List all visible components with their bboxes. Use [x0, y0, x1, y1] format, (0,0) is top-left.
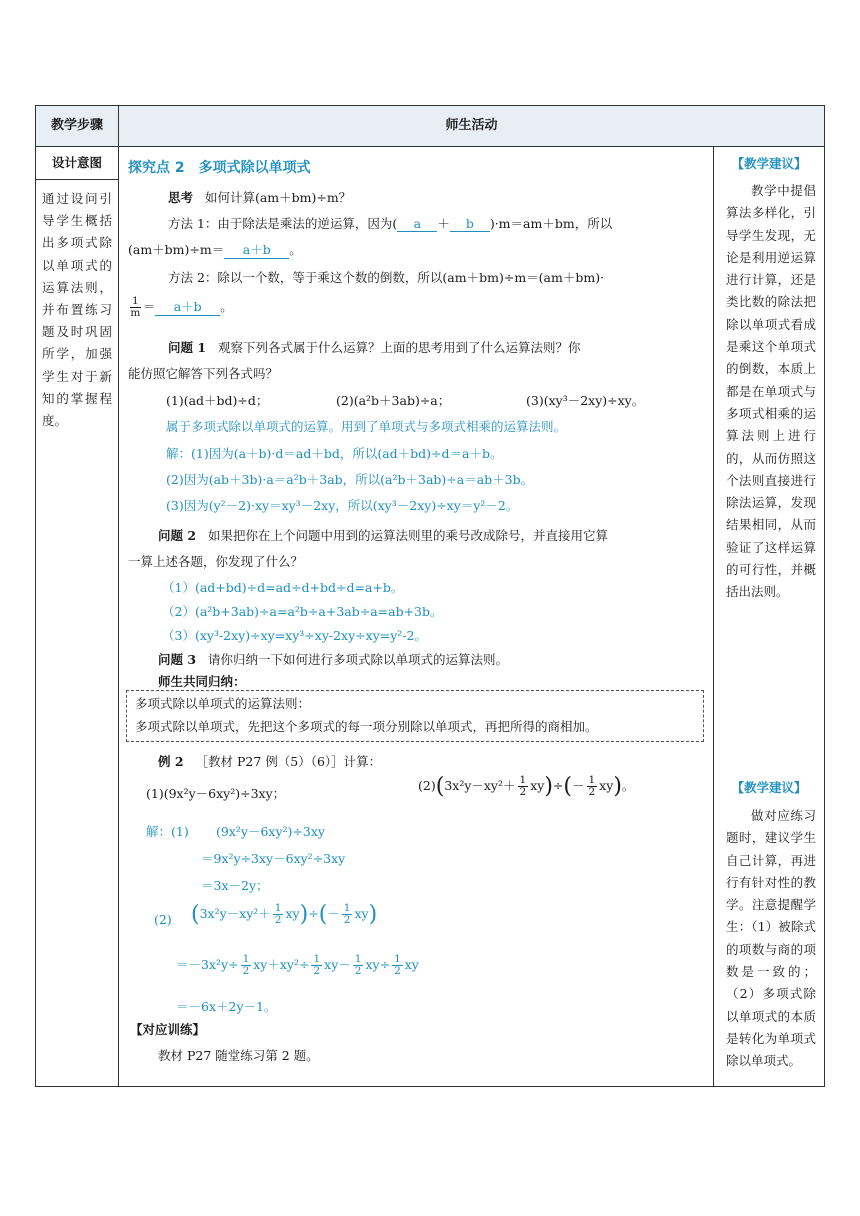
fraction-numerator: 1	[519, 774, 527, 786]
expression: 3x²y－xy²＋	[444, 778, 516, 793]
expression: ＝－3x²y÷	[176, 957, 239, 972]
fraction-numerator: 1	[588, 774, 596, 786]
fraction-denominator: 2	[354, 965, 362, 977]
fraction-denominator: m	[130, 307, 141, 319]
think-line	[168, 188, 748, 206]
answer-blank: b	[450, 216, 490, 232]
header-activities: 师生活动	[445, 118, 498, 133]
plus-sign: ＋	[437, 216, 450, 231]
solution2-line3: ＝－6x＋2y－1。	[176, 999, 277, 1014]
solution2-line1: (3x²y－xy²＋ $\frac{1}{2}$ xy)÷(－ $\frac{1}{2}$ xy)	[191, 902, 378, 927]
expression: xy－	[324, 957, 351, 972]
question1-label: 问题 1	[168, 340, 207, 355]
question1-text: 观察下列各式属于什么运算？上面的思考用到了什么运算法则？你	[217, 340, 581, 355]
lesson-table	[35, 105, 825, 1087]
question2-answer-2: （2）(a²b+3ab)÷a=a²b÷a+3ab÷a=ab+3b。	[162, 604, 443, 619]
fraction-numerator: 1	[242, 953, 250, 965]
expression: xy	[530, 778, 545, 793]
method1-line1	[168, 214, 748, 232]
header-teaching-steps: 教学步骤	[36, 106, 119, 146]
part-label: (2)	[418, 778, 436, 793]
question2-label: 问题 2	[158, 528, 197, 543]
example2-part2: (2)(3x²y－xy²＋ $\frac{1}{2}$ xy)÷(－ $\frac{1}{2}$ xy)。	[418, 774, 635, 799]
fraction	[130, 296, 141, 319]
question1-exercise-1: (1)(ad＋bd)÷d；	[166, 393, 269, 408]
fraction	[518, 775, 529, 798]
fraction	[587, 775, 598, 798]
method1-text: )·m＝am＋bm，所以	[489, 216, 613, 231]
solution1-line2: ＝9x²y÷3xy－6xy²÷3xy	[201, 851, 346, 866]
question3-text: 请你归纳一下如何进行多项式除以单项式的运算法则。	[207, 652, 508, 667]
expression: xy	[599, 778, 614, 793]
example2-label: 例 2	[158, 754, 184, 769]
expression: xy＋xy²÷	[253, 957, 310, 972]
divide-sign: ÷	[552, 778, 564, 793]
method2-line2	[128, 296, 708, 319]
solution2-line2	[176, 954, 756, 977]
punctuation: 。	[220, 299, 233, 314]
expression: xy÷	[365, 957, 391, 972]
equals-sign: ＝	[142, 299, 156, 314]
column-divider-left	[118, 146, 119, 1086]
think-label: 思考	[168, 190, 194, 205]
question2-answer-1: （1）(ad+bd)÷d=ad÷d+bd÷d=a+b。	[162, 580, 404, 595]
teaching-tip-title-1: 【教学建议】	[731, 156, 807, 171]
question3-line	[158, 650, 738, 668]
fraction-denominator: 2	[343, 914, 351, 926]
question2-line1	[158, 526, 738, 544]
fraction	[353, 954, 364, 977]
answer-blank: a	[397, 216, 437, 232]
training-title: 【对应训练】	[130, 1022, 206, 1037]
solution1-line3: ＝3x－2y；	[201, 878, 269, 893]
answer-blank: a＋b	[224, 240, 289, 259]
fraction-denominator: 2	[274, 914, 282, 926]
expression: xy	[354, 906, 369, 921]
method2-line1: 方法 2：除以一个数，等于乘这个数的倒数，所以(am＋bm)÷m＝(am＋bm)·	[168, 270, 605, 285]
fraction	[273, 903, 284, 926]
fraction	[241, 954, 252, 977]
summary-label: 师生共同归纳：	[158, 674, 246, 689]
expression: 3x²y－xy²＋	[199, 906, 271, 921]
fraction	[311, 954, 322, 977]
question1-line2: 能仿照它解答下列各式吗？	[128, 366, 279, 381]
divide-sign: ÷	[308, 906, 319, 921]
fraction	[342, 903, 353, 926]
question1-answer-intro: 属于多项式除以单项式的运算。用到了单项式与多项式相乘的运算法则。	[166, 419, 567, 434]
fraction-numerator: 1	[274, 902, 282, 914]
question2-text: 如果把你在上个问题中用到的运算法则里的乘号改成除号，并直接用它算	[207, 528, 608, 543]
question3-label: 问题 3	[158, 652, 197, 667]
question2-line2: 一算上述各题，你发现了什么？	[128, 554, 304, 569]
teaching-tip-text-2: 做对应练习题时，建议学生自己计算，再进行有针对性的教学。注意提醒学生：（1）被除式的项数与商的项数是一致的；（2）多项式除以单项式的本质是转化为单项式除以单项式。	[726, 808, 816, 1069]
training-text: 教材 P27 随堂练习第 2 题。	[158, 1048, 319, 1063]
solution1-line1: (9x²y－6xy²)÷3xy	[216, 824, 325, 839]
question1-solution-1: 解：(1)因为(a＋b)·d＝ad＋bd，所以(ad＋bd)÷d＝a＋b。	[166, 446, 503, 461]
teaching-tip-title-2: 【教学建议】	[731, 780, 807, 795]
question1-solution-2: (2)因为(ab＋3b)·a＝a²b＋3ab，所以(a²b＋3ab)÷a＝ab＋3b。	[166, 472, 534, 487]
design-intent-title: 设计意图	[36, 147, 118, 180]
think-text: 如何计算(am＋bm)÷m？	[204, 190, 352, 205]
fraction-numerator: 1	[343, 902, 351, 914]
fraction	[392, 954, 403, 977]
rule-box	[126, 690, 704, 742]
solution2-label: (2)	[154, 912, 172, 927]
example2-text: ［教材 P27 例（5）（6）］计算：	[195, 754, 382, 769]
example2-part1: (1)(9x²y－6xy²)÷3xy；	[146, 786, 286, 801]
fraction-numerator: 1	[132, 295, 139, 307]
expression: xy	[404, 957, 419, 972]
punctuation: 。	[621, 778, 635, 793]
question1-line1	[168, 338, 748, 356]
fraction-numerator: 1	[313, 953, 321, 965]
fraction-denominator: 2	[242, 965, 250, 977]
design-intent-text: 通过设问引导学生概括出多项式除以单项式的运算法则，并布置练习题及时巩固所学，加强学生对于新知的掌握程度。	[42, 191, 112, 429]
question1-exercise-3: (3)(xy³－2xy)÷xy。	[526, 393, 645, 408]
minus-sign: －	[572, 778, 585, 793]
answer-blank: a＋b	[155, 297, 220, 316]
table-header	[36, 106, 824, 147]
example2-line	[158, 752, 738, 770]
fraction-numerator: 1	[394, 953, 401, 965]
method1-text: (am＋bm)÷m＝	[128, 242, 225, 257]
teaching-tip-text-1: 教学中提倡算法多样化，引导学生发现，无论是利用逆运算进行计算，还是类比数的除法把除以单项式看成是乘这个单项式的倒数，本质上都是在单项式与多项式相乘的运算法则上进行的，从而仿照这个法则直接进行除法运算，发现结果相同，从而验证了这样运算的可行性，并概括出法则。	[726, 183, 816, 600]
question1-exercise-2: (2)(a²b＋3ab)÷a；	[336, 393, 451, 408]
fraction-denominator: 2	[519, 786, 527, 798]
rule-title: 多项式除以单项式的运算法则：	[135, 696, 311, 711]
question2-answer-3: （3）(xy³-2xy)÷xy=xy³÷xy-2xy÷xy=y²-2。	[162, 628, 427, 643]
fraction-denominator: 2	[394, 965, 401, 977]
fraction-numerator: 1	[354, 953, 362, 965]
minus-sign: －	[327, 906, 340, 921]
method1-line2	[128, 240, 708, 259]
question1-solution-3: (3)因为(y²－2)·xy＝xy³－2xy，所以(xy³－2xy)÷xy＝y²－2。	[166, 498, 519, 513]
fraction-denominator: 2	[588, 786, 596, 798]
fraction-denominator: 2	[313, 965, 321, 977]
rule-text: 多项式除以单项式，先把这个多项式的每一项分别除以单项式，再把所得的商相加。	[135, 719, 598, 734]
section-title: 探究点 2 多项式除以单项式	[128, 160, 311, 176]
solution-label: 解：(1)	[146, 824, 189, 839]
expression: xy	[285, 906, 300, 921]
punctuation: 。	[289, 242, 302, 257]
method1-text: 方法 1：由于除法是乘法的逆运算，因为(	[168, 216, 398, 231]
